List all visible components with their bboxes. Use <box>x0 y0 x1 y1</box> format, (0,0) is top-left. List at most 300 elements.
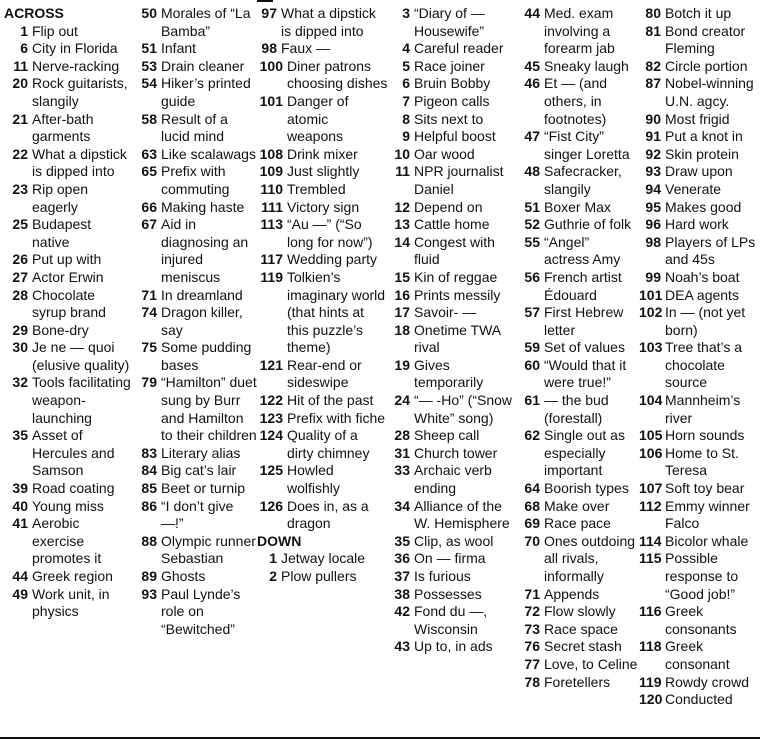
clue-number: 11 <box>395 163 410 180</box>
clue-text: — the bud (forestall) <box>544 392 609 426</box>
clue-number: 9 <box>402 128 410 145</box>
clue-text: Hit of the past <box>287 392 374 409</box>
clue-number: 113 <box>260 216 283 233</box>
clue-item <box>639 216 760 234</box>
clue-number: 30 <box>12 339 28 356</box>
clue-number: 77 <box>524 655 540 672</box>
clue-text: Soft toy bear <box>665 480 745 497</box>
clue-text: “Au —” (“So long for now”) <box>287 216 373 250</box>
clue-item <box>518 638 638 656</box>
clue-item <box>4 269 132 287</box>
clue-text: Dragon killer, say <box>161 304 243 338</box>
clue-item <box>137 5 257 40</box>
clue-text: “Diary of — Housewife” <box>414 5 485 39</box>
clue-column-2 <box>137 5 257 638</box>
clue-number: 29 <box>12 321 28 338</box>
clue-item <box>518 5 638 58</box>
clue-item <box>388 75 516 93</box>
clue-item <box>639 75 760 110</box>
clue-item <box>257 427 388 462</box>
clue-text: Savoir- — <box>414 304 477 321</box>
clue-number: 69 <box>524 515 540 532</box>
down-header: DOWN <box>257 532 302 549</box>
clue-item <box>388 322 516 357</box>
clue-text: Med. exam involving a forearm jab <box>544 5 615 57</box>
clue-text: Congest with fluid <box>414 233 495 268</box>
clue-number: 116 <box>639 603 662 620</box>
clue-number: 80 <box>645 5 661 21</box>
clue-item <box>518 533 638 586</box>
clue-item <box>137 58 257 76</box>
clue-number: 60 <box>524 356 540 373</box>
clue-text: Home to St. Teresa <box>665 444 739 479</box>
clue-text: Pigeon calls <box>414 92 490 109</box>
clue-text: Fond du —, Wisconsin <box>414 603 488 637</box>
clue-number: 54 <box>141 75 157 92</box>
clue-number: 35 <box>394 532 410 549</box>
clue-item <box>518 58 638 76</box>
clue-item <box>639 392 760 427</box>
top-rule-segment <box>257 0 273 2</box>
clue-number: 87 <box>645 75 661 92</box>
clue-text: First Hebrew letter <box>544 304 624 338</box>
clue-number: 104 <box>639 392 663 409</box>
clue-item <box>518 304 638 339</box>
clue-item <box>388 199 516 217</box>
clue-number: 14 <box>394 233 410 250</box>
clue-number: 37 <box>394 568 410 584</box>
clue-number: 74 <box>141 304 157 321</box>
clue-number: 32 <box>12 374 28 391</box>
clue-text: “Fist City” singer Loretta <box>544 128 630 162</box>
clue-text: Clip, as wool <box>414 532 494 549</box>
clue-item <box>257 146 388 164</box>
clue-text: Rock guitarists, slangily <box>32 75 128 109</box>
clue-item <box>639 287 760 305</box>
clue-column-3 <box>257 5 388 586</box>
clue-text: Mannheim’s river <box>665 392 741 426</box>
clue-item <box>4 58 132 76</box>
clue-text: Literary alias <box>161 444 241 461</box>
clue-number: 48 <box>524 163 540 180</box>
clue-number: 33 <box>394 462 410 479</box>
clue-item <box>137 163 257 198</box>
clue-number: 123 <box>259 409 283 426</box>
clue-number: 5 <box>402 57 410 74</box>
clue-item <box>4 339 132 374</box>
clue-item <box>4 75 132 110</box>
clue-text: Conducted <box>665 691 733 708</box>
clue-text: Aerobic exercise promotes it <box>32 515 102 567</box>
clue-text: In — (not yet born) <box>665 304 746 338</box>
clue-number: 97 <box>261 5 277 21</box>
clue-text: Race pace <box>544 515 611 532</box>
clue-item <box>388 5 516 40</box>
clue-text: Nerve-racking <box>32 57 120 74</box>
clue-item <box>4 251 132 269</box>
clue-number: 2 <box>269 568 277 584</box>
clue-number: 107 <box>639 480 663 497</box>
clue-number: 102 <box>639 304 663 321</box>
clue-item <box>257 40 388 58</box>
clue-number: 26 <box>12 251 28 268</box>
clue-item <box>4 480 132 498</box>
clue-number: 51 <box>141 40 157 57</box>
across-header: ACROSS <box>4 5 64 21</box>
clue-item <box>388 427 516 445</box>
clue-text: Race joiner <box>414 57 485 74</box>
clue-item <box>137 498 257 533</box>
clue-number: 99 <box>645 268 661 285</box>
clue-number: 98 <box>645 233 661 250</box>
clue-text: Bruin Bobby <box>414 75 491 92</box>
clue-number: 70 <box>524 532 540 549</box>
clue-item <box>518 656 638 674</box>
clue-text: Faux — <box>281 40 331 57</box>
clue-number: 17 <box>394 304 410 321</box>
clue-number: 16 <box>394 286 410 303</box>
clue-number: 46 <box>524 75 540 92</box>
clue-number: 11 <box>13 57 28 74</box>
clue-item <box>639 111 760 129</box>
clue-number: 3 <box>402 5 410 21</box>
clue-text: Rowdy crowd <box>665 673 750 690</box>
clue-number: 10 <box>394 145 410 162</box>
clue-text: Like scalawags <box>161 145 256 162</box>
clue-text: Prefix with fiche <box>287 409 386 426</box>
clue-number: 89 <box>141 568 157 584</box>
clue-item <box>388 287 516 305</box>
clue-text: Onetime TWA rival <box>414 321 501 356</box>
clue-text: Does in, as a dragon <box>287 497 369 532</box>
clue-number: 47 <box>524 128 540 145</box>
clue-text: Put up with <box>32 251 102 268</box>
clue-item <box>257 568 388 586</box>
clue-text: Plow pullers <box>281 568 357 584</box>
clue-item <box>518 674 638 692</box>
clue-item <box>4 374 132 427</box>
clue-item <box>518 515 638 533</box>
clue-item <box>137 199 257 217</box>
clue-number: 85 <box>141 480 157 497</box>
clue-text: Et — (and others, in footnotes) <box>544 75 608 127</box>
clue-number: 28 <box>394 427 410 444</box>
clue-number: 93 <box>141 585 157 602</box>
clue-number: 52 <box>524 216 540 233</box>
clue-item <box>388 445 516 463</box>
clue-number: 108 <box>259 145 283 162</box>
clue-item <box>518 339 638 357</box>
clue-number: 73 <box>524 620 540 637</box>
clue-item <box>518 498 638 516</box>
clue-text: Danger of atomic weapons <box>287 92 349 145</box>
clue-item <box>518 427 638 480</box>
clue-number: 62 <box>524 427 540 444</box>
clue-text: Guthrie of folk <box>544 216 632 233</box>
clue-number: 84 <box>141 462 157 479</box>
clue-text: Je ne — quoi (elusive quality) <box>32 339 130 373</box>
clue-item <box>388 586 516 604</box>
clue-number: 72 <box>524 603 540 620</box>
clue-number: 115 <box>639 550 662 567</box>
clue-item <box>639 304 760 339</box>
clue-item <box>4 498 132 516</box>
clue-text: Young miss <box>32 497 104 514</box>
clue-text: On — firma <box>414 550 486 567</box>
clue-item <box>257 199 388 217</box>
clue-number: 31 <box>394 444 410 461</box>
clue-number: 111 <box>261 198 283 215</box>
clue-number: 71 <box>524 585 540 602</box>
clue-text: “Hamilton” duet sung by Burr and Hamilton to their children <box>161 374 257 444</box>
clue-item <box>4 181 132 216</box>
clue-number: 28 <box>12 286 28 303</box>
clue-item <box>518 269 638 304</box>
clue-number: 22 <box>12 145 28 162</box>
clue-text: Cattle home <box>414 216 490 233</box>
clue-item <box>137 40 257 58</box>
clue-number: 35 <box>12 427 28 444</box>
clue-number: 6 <box>402 75 410 92</box>
clue-text: Ones outdoing all rivals, informally <box>544 532 636 584</box>
clue-item <box>257 498 388 533</box>
clue-item <box>4 568 132 586</box>
clue-number: 120 <box>639 691 663 708</box>
clue-text: Tree that’s a chocolate source <box>665 339 743 391</box>
clue-text: Careful reader <box>414 40 504 57</box>
clue-number: 86 <box>141 497 157 514</box>
clue-text: Nobel-winning U.N. agcy. <box>665 75 754 109</box>
clue-text: Prints messily <box>414 286 501 303</box>
clue-text: Skin protein <box>665 145 739 162</box>
clue-item <box>639 146 760 164</box>
clue-item <box>518 621 638 639</box>
clue-item <box>257 550 388 568</box>
clue-item <box>137 216 257 286</box>
clue-number: 98 <box>261 40 277 57</box>
clue-number: 58 <box>141 110 157 127</box>
clue-text: Paul Lynde’s role on “Bewitched” <box>161 585 241 637</box>
clue-item <box>388 392 516 427</box>
clue-number: 1 <box>20 22 28 39</box>
clue-number: 112 <box>639 497 662 514</box>
clue-item <box>388 533 516 551</box>
clue-text: Chocolate syrup brand <box>32 286 106 321</box>
clue-text: Bicolor whale <box>665 532 749 549</box>
clue-item <box>388 638 516 656</box>
clue-number: 41 <box>12 515 28 532</box>
clue-text: “Would that it were true!” <box>544 356 627 391</box>
clue-number: 118 <box>639 638 662 655</box>
clue-text: Draw upon <box>665 163 733 180</box>
clue-number: 114 <box>639 532 662 549</box>
clue-text: Possesses <box>414 585 482 602</box>
clue-item <box>388 111 516 129</box>
clue-item <box>137 75 257 110</box>
clue-item <box>257 5 388 40</box>
clue-text: Boxer Max <box>544 198 611 215</box>
clue-number: 43 <box>394 638 410 655</box>
clue-text: Aid in diagnosing an injured meniscus <box>161 216 249 285</box>
clue-text: Rip open eagerly <box>32 180 89 215</box>
clue-item <box>257 163 388 181</box>
clue-text: Rear-end or sideswipe <box>287 356 362 391</box>
clue-text: Depend on <box>414 198 483 215</box>
clue-number: 56 <box>524 268 540 285</box>
clue-item <box>137 287 257 305</box>
clue-number: 13 <box>394 216 410 233</box>
clue-number: 36 <box>394 550 410 567</box>
clue-text: Actor Erwin <box>32 268 104 285</box>
clue-item <box>639 23 760 58</box>
clue-text: Asset of Hercules and Samson <box>32 427 115 479</box>
clue-text: Church tower <box>414 444 498 461</box>
clue-text: Wedding party <box>287 251 378 268</box>
clue-text: Drink mixer <box>287 145 358 162</box>
clue-text: Most frigid <box>665 110 730 127</box>
clue-number: 27 <box>12 268 28 285</box>
bottom-rule <box>0 737 760 739</box>
clue-text: Horn sounds <box>665 427 745 444</box>
clue-text: Greek consonants <box>665 603 737 637</box>
clue-item <box>4 40 132 58</box>
clue-text: Result of a lucid mind <box>161 110 228 145</box>
clue-number: 100 <box>259 57 283 74</box>
clue-item <box>518 357 638 392</box>
clue-number: 44 <box>12 568 28 584</box>
clue-text: Makes good <box>665 198 742 215</box>
clue-text: Safecracker, slangily <box>544 163 622 197</box>
clue-text: Possible response to “Good job!” <box>665 550 739 602</box>
clue-number: 91 <box>645 128 661 145</box>
clue-text: Put a knot in <box>665 128 743 145</box>
clue-number: 81 <box>645 22 661 39</box>
clue-item <box>4 23 132 41</box>
clue-number: 126 <box>259 497 283 514</box>
clue-number: 124 <box>259 427 283 444</box>
clue-number: 53 <box>141 57 157 74</box>
clue-item <box>257 462 388 497</box>
clue-number: 82 <box>645 57 661 74</box>
clue-item <box>388 93 516 111</box>
clue-item <box>257 392 388 410</box>
clue-item <box>639 5 760 23</box>
clue-number: 1 <box>269 550 277 567</box>
clue-number: 88 <box>141 532 157 549</box>
clue-text: Big cat’s lair <box>161 462 237 479</box>
clue-item <box>137 480 257 498</box>
clue-item <box>4 515 132 568</box>
clue-number: 20 <box>12 75 28 92</box>
clue-number: 15 <box>394 268 410 285</box>
clue-text: Beet or turnip <box>161 480 246 497</box>
clue-number: 119 <box>260 268 283 285</box>
clue-item <box>137 568 257 586</box>
clue-number: 101 <box>259 92 283 109</box>
clue-number: 51 <box>524 198 540 215</box>
clue-text: City in Florida <box>32 40 118 57</box>
clue-item <box>137 445 257 463</box>
clue-text: Foretellers <box>544 673 611 690</box>
clue-item <box>257 58 388 93</box>
clue-item <box>388 234 516 269</box>
clue-text: Alliance of the W. Hemisphere <box>414 497 510 532</box>
clue-text: Infant <box>161 40 197 57</box>
clue-text: Bone-dry <box>32 321 89 338</box>
clue-number: 34 <box>394 497 410 514</box>
clue-item <box>518 163 638 198</box>
clue-number: 78 <box>524 673 540 690</box>
clue-number: 79 <box>141 374 157 391</box>
clue-item <box>137 533 257 568</box>
clue-text: Boorish types <box>544 480 629 497</box>
clue-text: Sheep call <box>414 427 480 444</box>
clue-text: “I don’t give —!” <box>161 497 234 532</box>
clue-item <box>257 216 388 251</box>
clue-item <box>388 163 516 198</box>
clue-number: 64 <box>524 480 540 497</box>
clue-number: 63 <box>141 145 157 162</box>
clue-column-1 <box>4 5 132 621</box>
clue-item <box>137 374 257 444</box>
clue-text: Is furious <box>414 568 471 584</box>
clue-item <box>388 304 516 322</box>
clue-text: Morales of “La Bamba” <box>161 5 251 39</box>
clue-item <box>518 586 638 604</box>
clue-text: Some pudding bases <box>161 339 252 373</box>
clue-number: 40 <box>12 497 28 514</box>
clue-number: 57 <box>524 304 540 321</box>
clue-item <box>639 181 760 199</box>
clue-item <box>388 568 516 586</box>
clue-text: Trembled <box>287 180 346 197</box>
clue-text: Greek region <box>32 568 113 584</box>
clue-number: 68 <box>524 497 540 514</box>
clue-number: 39 <box>12 480 28 497</box>
clue-item <box>518 216 638 234</box>
clue-number: 95 <box>645 198 661 215</box>
clue-text: Circle portion <box>665 57 748 74</box>
clue-item <box>4 287 132 322</box>
clue-number: 75 <box>141 339 157 356</box>
clue-text: “Angel” actress Amy <box>544 233 621 268</box>
clue-item <box>4 427 132 480</box>
clue-item <box>639 480 760 498</box>
clue-number: 25 <box>12 216 28 233</box>
clue-number: 125 <box>259 462 283 479</box>
clue-text: DEA agents <box>665 286 739 303</box>
clue-text: Just slightly <box>287 163 360 180</box>
clue-text: Road coating <box>32 480 115 497</box>
clue-item <box>257 251 388 269</box>
clue-number: 110 <box>260 180 283 197</box>
clue-text: Howled wolfishly <box>287 462 340 497</box>
clue-number: 71 <box>141 286 157 303</box>
clue-number: 122 <box>259 392 283 409</box>
clue-item <box>639 269 760 287</box>
clue-column-6 <box>639 5 760 709</box>
clue-item <box>639 339 760 392</box>
clue-number: 7 <box>402 92 410 109</box>
clue-item <box>639 603 760 638</box>
clue-text: Emmy winner Falco <box>665 497 750 532</box>
clue-item <box>639 498 760 533</box>
clue-number: 67 <box>141 216 157 233</box>
clue-item <box>518 603 638 621</box>
clue-item <box>388 216 516 234</box>
clue-number: 59 <box>524 339 540 356</box>
clue-item <box>518 75 638 128</box>
